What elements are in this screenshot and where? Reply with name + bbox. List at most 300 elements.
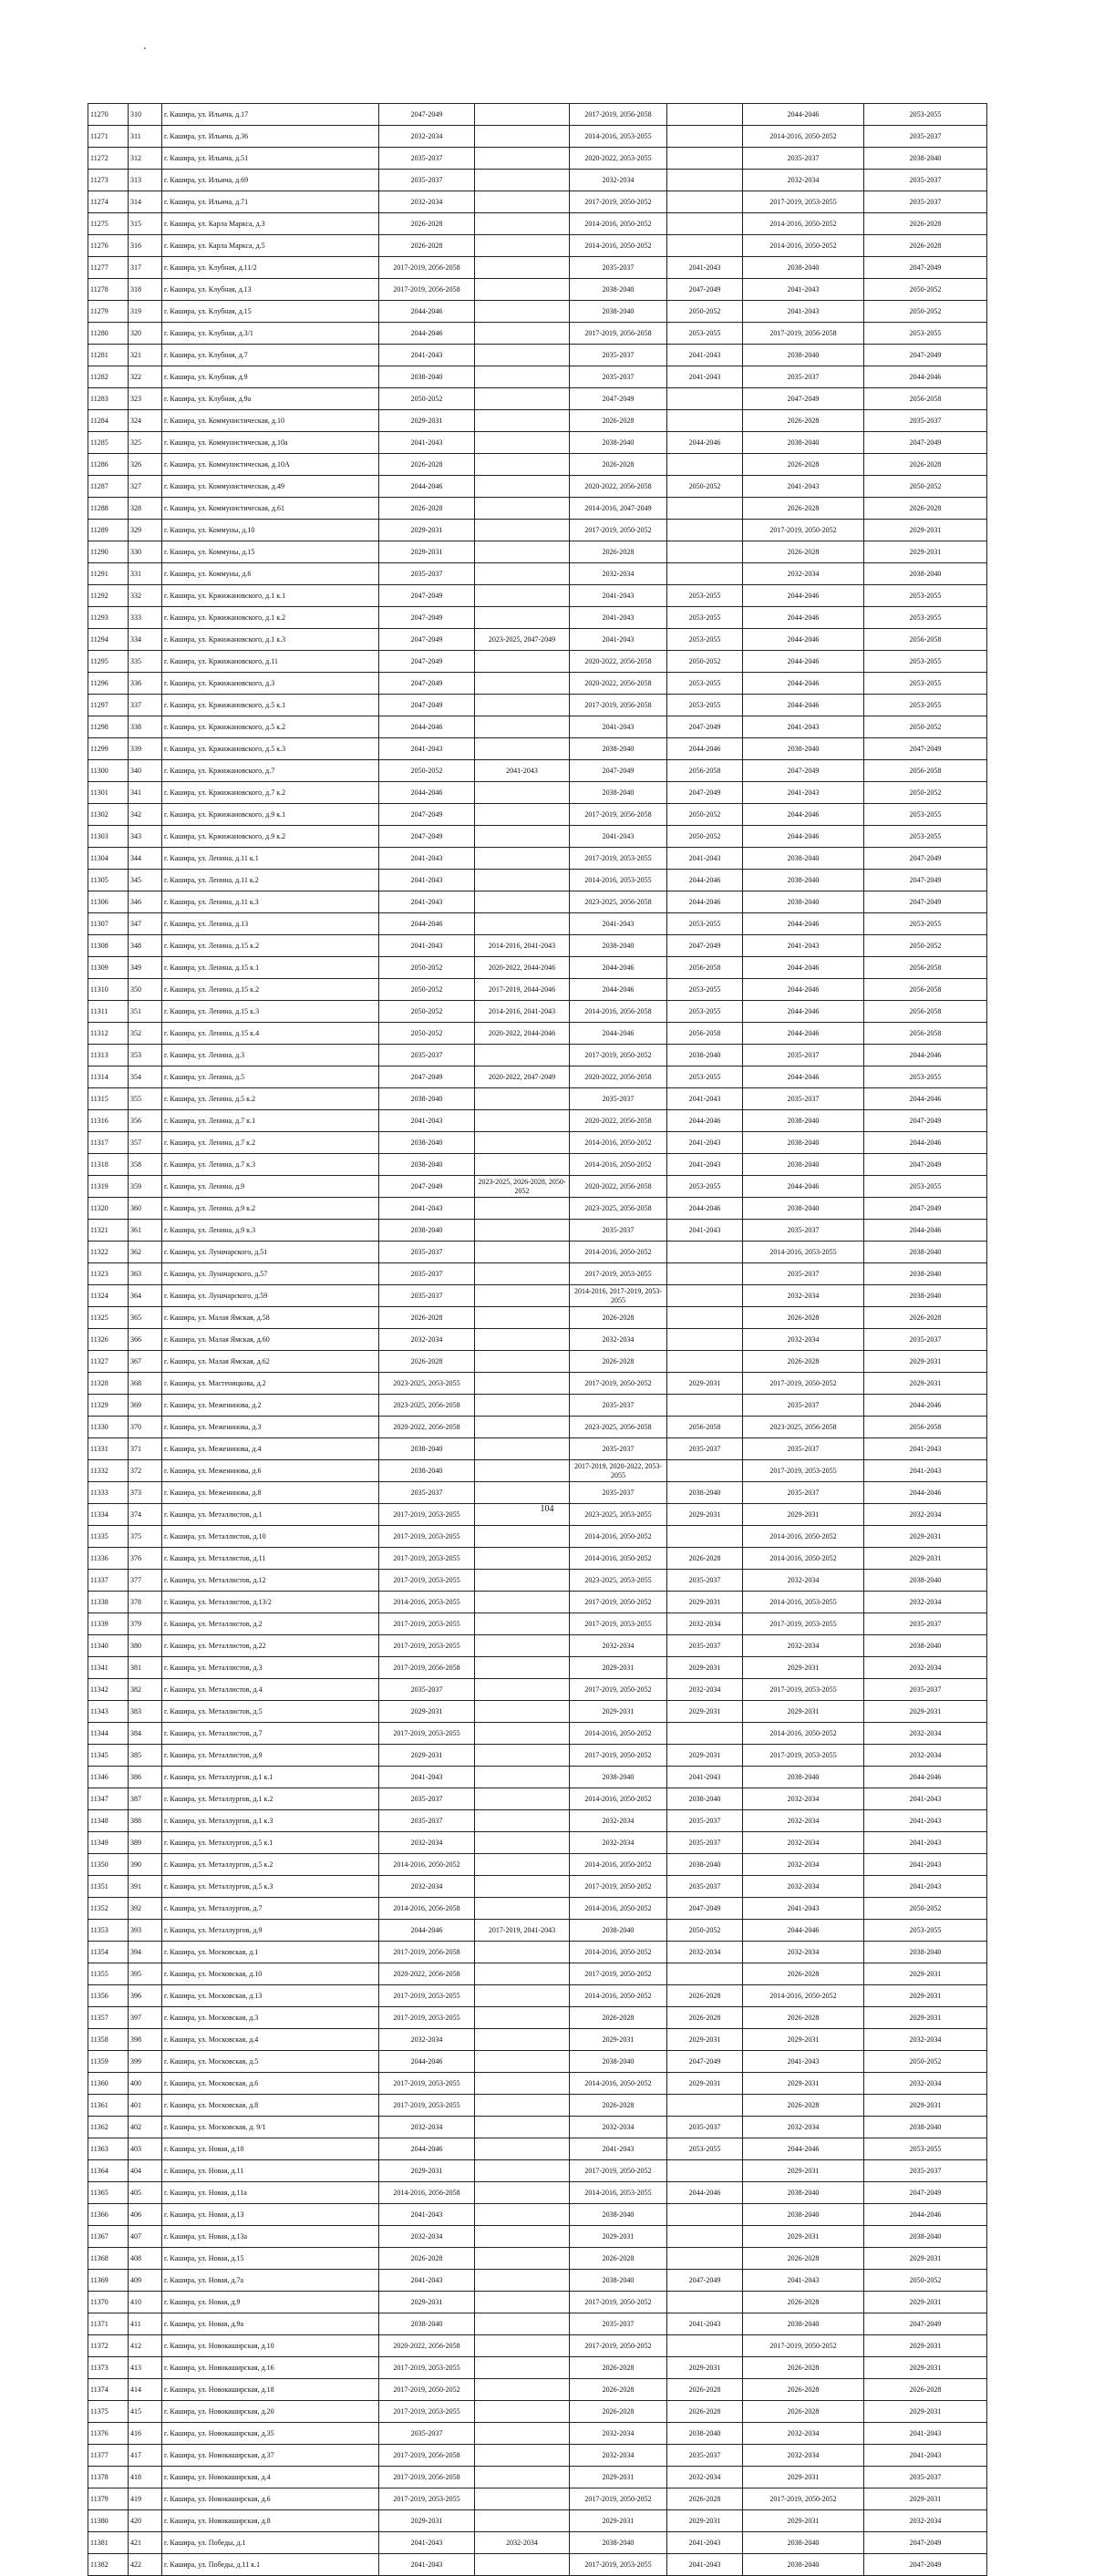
cell-period-basement: 2017-2019, 2050-2052 xyxy=(743,2335,864,2357)
cell-house-number: 326 xyxy=(129,454,162,476)
cell-house-number: 389 xyxy=(129,1832,162,1854)
cell-address: г. Кашира, ул. Ленина, д.11 к.3 xyxy=(162,891,379,913)
cell-period-roof: 2017-2019, 2056-2058 xyxy=(379,257,475,279)
cell-period-facade xyxy=(475,1154,570,1176)
cell-period-basement: 2038-2040 xyxy=(743,738,864,760)
cell-period-elevator xyxy=(667,1242,743,1263)
cell-period-facade xyxy=(475,2204,570,2226)
cell-period-facade: 2020-2022, 2044-2046 xyxy=(475,1023,570,1045)
cell-address: г. Кашира, ул. Ленина, д.7 к.1 xyxy=(162,1110,379,1132)
cell-period-utilities: 2017-2019, 2050-2052 xyxy=(570,1592,667,1613)
cell-address: г. Кашира, ул. Мастеницкова, д.2 xyxy=(162,1373,379,1395)
cell-period-foundation: 2041-2043 xyxy=(864,1854,987,1876)
cell-period-roof: 2017-2019, 2053-2055 xyxy=(379,1548,475,1570)
cell-period-elevator: 2026-2028 xyxy=(667,2401,743,2423)
cell-period-facade xyxy=(475,432,570,454)
cell-period-utilities: 2020-2022, 2056-2058 xyxy=(570,673,667,695)
cell-period-facade xyxy=(475,388,570,410)
cell-period-basement: 2026-2028 xyxy=(743,1351,864,1373)
cell-period-elevator: 2041-2043 xyxy=(667,345,743,366)
cell-period-facade xyxy=(475,170,570,191)
cell-period-utilities: 2020-2022, 2056-2058 xyxy=(570,1066,667,1088)
cell-row-number: 11275 xyxy=(88,213,129,235)
cell-row-number: 11340 xyxy=(88,1635,129,1657)
cell-house-number: 373 xyxy=(129,1482,162,1504)
cell-row-number: 11311 xyxy=(88,1001,129,1023)
cell-address: г. Кашира, ул. Металлистов, д.10 xyxy=(162,1526,379,1548)
cell-period-foundation: 2035-2037 xyxy=(864,170,987,191)
cell-period-utilities: 2014-2016, 2050-2052 xyxy=(570,1898,667,1920)
cell-period-basement: 2026-2028 xyxy=(743,1307,864,1329)
cell-period-elevator xyxy=(667,126,743,148)
cell-period-foundation: 2044-2046 xyxy=(864,1220,987,1242)
cell-period-facade xyxy=(475,2226,570,2248)
cell-period-elevator: 2053-2055 xyxy=(667,629,743,651)
cell-period-facade xyxy=(475,301,570,323)
table-row xyxy=(88,104,987,126)
cell-period-basement: 2035-2037 xyxy=(743,1263,864,1285)
cell-period-basement: 2044-2046 xyxy=(743,1001,864,1023)
table-row xyxy=(88,2313,987,2335)
cell-period-roof: 2035-2037 xyxy=(379,2423,475,2445)
cell-period-basement: 2017-2019, 2050-2052 xyxy=(743,520,864,541)
cell-period-roof: 2014-2016, 2056-2058 xyxy=(379,1898,475,1920)
cell-address: г. Кашира, ул. Карла Маркса, д.3 xyxy=(162,213,379,235)
cell-period-facade xyxy=(475,1898,570,1920)
cell-house-number: 405 xyxy=(129,2182,162,2204)
cell-period-facade xyxy=(475,2445,570,2467)
cell-period-roof: 2017-2019, 2056-2058 xyxy=(379,1657,475,1679)
table-row xyxy=(88,2226,987,2248)
cell-period-facade xyxy=(475,1635,570,1657)
cell-house-number: 406 xyxy=(129,2204,162,2226)
cell-period-utilities: 2041-2043 xyxy=(570,2138,667,2160)
cell-address: г. Кашира, ул. Новая, д.13 xyxy=(162,2204,379,2226)
cell-row-number: 11353 xyxy=(88,1920,129,1942)
cell-period-roof: 2038-2040 xyxy=(379,366,475,388)
table-row xyxy=(88,2510,987,2532)
cell-house-number: 349 xyxy=(129,957,162,979)
cell-period-foundation: 2047-2049 xyxy=(864,345,987,366)
cell-house-number: 340 xyxy=(129,760,162,782)
cell-row-number: 11358 xyxy=(88,2029,129,2051)
cell-period-elevator: 2026-2028 xyxy=(667,2007,743,2029)
cell-period-utilities: 2035-2037 xyxy=(570,257,667,279)
cell-period-foundation: 2029-2031 xyxy=(864,1373,987,1395)
cell-house-number: 393 xyxy=(129,1920,162,1942)
cell-period-basement: 2032-2034 xyxy=(743,1810,864,1832)
table-row xyxy=(88,2073,987,2095)
cell-period-basement: 2029-2031 xyxy=(743,2029,864,2051)
cell-period-elevator: 2053-2055 xyxy=(667,585,743,607)
cell-period-facade xyxy=(475,1045,570,1066)
cell-period-utilities: 2038-2040 xyxy=(570,738,667,760)
cell-house-number: 398 xyxy=(129,2029,162,2051)
cell-row-number: 11370 xyxy=(88,2292,129,2313)
cell-period-roof: 2020-2022, 2056-2058 xyxy=(379,2335,475,2357)
cell-address: г. Кашира, ул. Ленина, д.7 к.2 xyxy=(162,1132,379,1154)
cell-period-facade xyxy=(475,651,570,673)
cell-house-number: 357 xyxy=(129,1132,162,1154)
cell-period-utilities: 2014-2016, 2017-2019, 2053-2055 xyxy=(570,1285,667,1307)
table-row xyxy=(88,1088,987,1110)
cell-period-elevator: 2035-2037 xyxy=(667,1438,743,1460)
cell-house-number: 322 xyxy=(129,366,162,388)
table-row xyxy=(88,1395,987,1417)
cell-row-number: 11376 xyxy=(88,2423,129,2445)
cell-period-facade xyxy=(475,2510,570,2532)
cell-period-foundation: 2035-2037 xyxy=(864,410,987,432)
cell-period-facade: 2041-2043 xyxy=(475,760,570,782)
cell-period-utilities: 2029-2031 xyxy=(570,1657,667,1679)
table-row xyxy=(88,2248,987,2270)
cell-period-basement: 2026-2028 xyxy=(743,454,864,476)
cell-period-roof: 2044-2046 xyxy=(379,2138,475,2160)
cell-period-basement: 2026-2028 xyxy=(743,2379,864,2401)
table-row xyxy=(88,191,987,213)
cell-address: г. Кашира, ул. Металлистов, д.3 xyxy=(162,1657,379,1679)
cell-address: г. Кашира, ул. Кржижановского, д.1 к.3 xyxy=(162,629,379,651)
cell-period-elevator: 2032-2034 xyxy=(667,1679,743,1701)
cell-period-elevator xyxy=(667,1285,743,1307)
cell-period-basement: 2032-2034 xyxy=(743,563,864,585)
cell-house-number: 353 xyxy=(129,1045,162,1066)
cell-period-foundation: 2050-2052 xyxy=(864,476,987,498)
cell-period-basement: 2014-2016, 2053-2055 xyxy=(743,1592,864,1613)
cell-period-facade xyxy=(475,345,570,366)
cell-period-utilities: 2017-2019, 2056-2058 xyxy=(570,323,667,345)
cell-period-facade xyxy=(475,2423,570,2445)
cell-address: г. Кашира, ул. Ленина, д.15 к.2 xyxy=(162,935,379,957)
cell-period-basement: 2041-2043 xyxy=(743,476,864,498)
page-number: 104 xyxy=(540,1504,554,1514)
cell-row-number: 11284 xyxy=(88,410,129,432)
cell-house-number: 390 xyxy=(129,1854,162,1876)
cell-period-utilities: 2026-2028 xyxy=(570,410,667,432)
cell-period-foundation: 2047-2049 xyxy=(864,2313,987,2335)
cell-period-roof: 2047-2049 xyxy=(379,673,475,695)
cell-period-facade xyxy=(475,1985,570,2007)
cell-address: г. Кашира, ул. Ленина, д.5 к.2 xyxy=(162,1088,379,1110)
cell-house-number: 409 xyxy=(129,2270,162,2292)
cell-period-roof: 2017-2019, 2053-2055 xyxy=(379,1723,475,1745)
cell-period-elevator: 2050-2052 xyxy=(667,1920,743,1942)
cell-row-number: 11273 xyxy=(88,170,129,191)
cell-period-utilities: 2017-2019, 2050-2052 xyxy=(570,1679,667,1701)
cell-period-basement: 2014-2016, 2050-2052 xyxy=(743,213,864,235)
cell-period-foundation: 2035-2037 xyxy=(864,191,987,213)
cell-period-basement: 2032-2034 xyxy=(743,1329,864,1351)
cell-period-utilities: 2038-2040 xyxy=(570,279,667,301)
cell-house-number: 394 xyxy=(129,1942,162,1963)
cell-period-basement: 2041-2043 xyxy=(743,716,864,738)
cell-period-elevator: 2056-2058 xyxy=(667,1417,743,1438)
cell-period-roof: 2050-2052 xyxy=(379,388,475,410)
cell-address: г. Кашира, ул. Металлистов, д.4 xyxy=(162,1679,379,1701)
cell-period-facade xyxy=(475,891,570,913)
table-row xyxy=(88,1438,987,1460)
cell-house-number: 341 xyxy=(129,782,162,804)
cell-address: г. Кашира, ул. Новокаширская, д.4 xyxy=(162,2467,379,2488)
cell-row-number: 11349 xyxy=(88,1832,129,1854)
table-row xyxy=(88,804,987,826)
cell-period-elevator xyxy=(667,148,743,170)
cell-period-basement: 2035-2037 xyxy=(743,1045,864,1066)
cell-period-roof: 2041-2043 xyxy=(379,848,475,870)
cell-period-basement: 2032-2034 xyxy=(743,1788,864,1810)
cell-period-utilities: 2035-2037 xyxy=(570,1482,667,1504)
cell-address: г. Кашира, ул. Ильича, д.17 xyxy=(162,104,379,126)
cell-house-number: 377 xyxy=(129,1570,162,1592)
cell-house-number: 313 xyxy=(129,170,162,191)
cell-period-facade xyxy=(475,148,570,170)
cell-period-roof: 2017-2019, 2053-2055 xyxy=(379,1613,475,1635)
cell-period-foundation: 2029-2031 xyxy=(864,541,987,563)
cell-period-utilities: 2038-2040 xyxy=(570,935,667,957)
cell-period-facade xyxy=(475,2248,570,2270)
cell-period-elevator: 2041-2043 xyxy=(667,2313,743,2335)
table-row xyxy=(88,1001,987,1023)
table-row xyxy=(88,1329,987,1351)
cell-period-basement: 2032-2034 xyxy=(743,1832,864,1854)
cell-address: г. Кашира, ул. Новокаширская, д.10 xyxy=(162,2335,379,2357)
table-row xyxy=(88,1854,987,1876)
cell-period-utilities: 2041-2043 xyxy=(570,716,667,738)
cell-period-foundation: 2029-2031 xyxy=(864,2401,987,2423)
cell-row-number: 11348 xyxy=(88,1810,129,1832)
cell-period-foundation: 2032-2034 xyxy=(864,1723,987,1745)
table-row xyxy=(88,126,987,148)
cell-period-facade xyxy=(475,410,570,432)
table-row xyxy=(88,2095,987,2117)
cell-period-elevator xyxy=(667,104,743,126)
cell-period-roof: 2017-2019, 2056-2058 xyxy=(379,1942,475,1963)
cell-period-roof: 2026-2028 xyxy=(379,1351,475,1373)
cell-period-foundation: 2032-2034 xyxy=(864,2510,987,2532)
cell-period-foundation: 2053-2055 xyxy=(864,104,987,126)
cell-address: г. Кашира, ул. Металлургов, д.5 к.3 xyxy=(162,1876,379,1898)
cell-house-number: 370 xyxy=(129,1417,162,1438)
cell-period-elevator xyxy=(667,520,743,541)
cell-row-number: 11320 xyxy=(88,1198,129,1220)
table-row xyxy=(88,1132,987,1154)
cell-row-number: 11347 xyxy=(88,1788,129,1810)
cell-house-number: 407 xyxy=(129,2226,162,2248)
cell-period-utilities: 2014-2016, 2053-2055 xyxy=(570,870,667,891)
cell-period-elevator: 2044-2046 xyxy=(667,2182,743,2204)
cell-period-utilities: 2032-2034 xyxy=(570,2423,667,2445)
cell-period-foundation: 2053-2055 xyxy=(864,1176,987,1198)
cell-row-number: 11360 xyxy=(88,2073,129,2095)
cell-row-number: 11359 xyxy=(88,2051,129,2073)
cell-period-elevator: 2038-2040 xyxy=(667,1482,743,1504)
table-row xyxy=(88,2401,987,2423)
cell-period-basement: 2044-2046 xyxy=(743,2138,864,2160)
cell-period-facade xyxy=(475,1220,570,1242)
cell-period-basement: 2041-2043 xyxy=(743,935,864,957)
cell-period-roof: 2029-2031 xyxy=(379,2160,475,2182)
cell-period-utilities: 2020-2022, 2056-2058 xyxy=(570,1110,667,1132)
cell-address: г. Кашира, ул. Клубная, д.15 xyxy=(162,301,379,323)
cell-period-roof: 2041-2043 xyxy=(379,345,475,366)
cell-period-utilities: 2017-2019, 2056-2058 xyxy=(570,804,667,826)
cell-address: г. Кашира, ул. Металлистов, д.9 xyxy=(162,1745,379,1767)
cell-house-number: 320 xyxy=(129,323,162,345)
cell-period-elevator xyxy=(667,388,743,410)
cell-address: г. Кашира, ул. Ленина, д.7 к.3 xyxy=(162,1154,379,1176)
table-row xyxy=(88,498,987,520)
cell-period-foundation: 2050-2052 xyxy=(864,2051,987,2073)
cell-period-foundation: 2053-2055 xyxy=(864,913,987,935)
cell-period-elevator xyxy=(667,410,743,432)
table-row xyxy=(88,1154,987,1176)
cell-period-elevator: 2044-2046 xyxy=(667,738,743,760)
cell-period-basement: 2032-2034 xyxy=(743,2423,864,2445)
cell-period-facade xyxy=(475,1526,570,1548)
cell-period-roof: 2026-2028 xyxy=(379,235,475,257)
table-row xyxy=(88,2335,987,2357)
cell-address: г. Кашира, ул. Малая Ямская, д.62 xyxy=(162,1351,379,1373)
cell-period-foundation: 2047-2049 xyxy=(864,870,987,891)
cell-period-roof: 2029-2031 xyxy=(379,2510,475,2532)
cell-period-foundation: 2053-2055 xyxy=(864,323,987,345)
cell-house-number: 371 xyxy=(129,1438,162,1460)
cell-period-utilities: 2026-2028 xyxy=(570,2401,667,2423)
cell-period-foundation: 2041-2043 xyxy=(864,1810,987,1832)
cell-period-elevator: 2047-2049 xyxy=(667,935,743,957)
cell-period-basement: 2014-2016, 2050-2052 xyxy=(743,126,864,148)
cell-row-number: 11310 xyxy=(88,979,129,1001)
table-row xyxy=(88,673,987,695)
cell-row-number: 11336 xyxy=(88,1548,129,1570)
cell-period-basement: 2017-2019, 2050-2052 xyxy=(743,1373,864,1395)
cell-period-elevator: 2047-2049 xyxy=(667,1898,743,1920)
cell-address: г. Кашира, ул. Новая, д.11а xyxy=(162,2182,379,2204)
cell-period-utilities: 2035-2037 xyxy=(570,1438,667,1460)
table-row xyxy=(88,2160,987,2182)
cell-period-facade xyxy=(475,2401,570,2423)
table-row xyxy=(88,345,987,366)
cell-address: г. Кашира, ул. Ленина, д.15 к.2 xyxy=(162,979,379,1001)
table-row xyxy=(88,213,987,235)
cell-period-elevator: 2026-2028 xyxy=(667,2379,743,2401)
cell-house-number: 328 xyxy=(129,498,162,520)
cell-period-basement: 2029-2031 xyxy=(743,1504,864,1526)
cell-period-utilities: 2017-2019, 2053-2055 xyxy=(570,1613,667,1635)
cell-period-utilities: 2032-2034 xyxy=(570,1832,667,1854)
cell-row-number: 11380 xyxy=(88,2510,129,2532)
cell-address: г. Кашира, ул. Металлистов, д.13/2 xyxy=(162,1592,379,1613)
cell-period-elevator: 2047-2049 xyxy=(667,2051,743,2073)
cell-period-utilities: 2020-2022, 2056-2058 xyxy=(570,1176,667,1198)
cell-period-facade xyxy=(475,607,570,629)
cell-period-facade xyxy=(475,1329,570,1351)
cell-address: г. Кашира, ул. Клубная, д.9а xyxy=(162,388,379,410)
cell-period-basement: 2044-2046 xyxy=(743,585,864,607)
cell-period-elevator xyxy=(667,1307,743,1329)
cell-period-utilities: 2014-2016, 2050-2052 xyxy=(570,1132,667,1154)
cell-address: г. Кашира, ул. Ленина, д.9 xyxy=(162,1176,379,1198)
cell-period-utilities: 2020-2022, 2056-2058 xyxy=(570,476,667,498)
table-row xyxy=(88,1898,987,1920)
cell-house-number: 310 xyxy=(129,104,162,126)
table-row xyxy=(88,520,987,541)
cell-row-number: 11298 xyxy=(88,716,129,738)
cell-period-utilities: 2032-2034 xyxy=(570,2117,667,2138)
cell-period-foundation: 2050-2052 xyxy=(864,279,987,301)
cell-period-utilities: 2041-2043 xyxy=(570,913,667,935)
cell-period-facade xyxy=(475,826,570,848)
table-row xyxy=(88,1570,987,1592)
cell-period-roof: 2017-2019, 2053-2055 xyxy=(379,2357,475,2379)
cell-period-basement: 2044-2046 xyxy=(743,826,864,848)
cell-period-basement: 2032-2034 xyxy=(743,1570,864,1592)
cell-period-facade xyxy=(475,476,570,498)
cell-period-foundation: 2041-2043 xyxy=(864,2445,987,2467)
cell-period-basement: 2017-2019, 2053-2055 xyxy=(743,1679,864,1701)
cell-period-foundation: 2026-2028 xyxy=(864,235,987,257)
cell-house-number: 366 xyxy=(129,1329,162,1351)
cell-row-number: 11328 xyxy=(88,1373,129,1395)
cell-period-roof: 2047-2049 xyxy=(379,1066,475,1088)
cell-row-number: 11341 xyxy=(88,1657,129,1679)
cell-house-number: 351 xyxy=(129,1001,162,1023)
cell-house-number: 403 xyxy=(129,2138,162,2160)
cell-period-basement: 2029-2031 xyxy=(743,2510,864,2532)
cell-house-number: 376 xyxy=(129,1548,162,1570)
cell-house-number: 381 xyxy=(129,1657,162,1679)
cell-house-number: 336 xyxy=(129,673,162,695)
cell-house-number: 345 xyxy=(129,870,162,891)
cell-period-roof: 2041-2043 xyxy=(379,2554,475,2576)
cell-row-number: 11315 xyxy=(88,1088,129,1110)
cell-address: г. Кашира, ул. Клубная, д.11/2 xyxy=(162,257,379,279)
cell-period-elevator: 2035-2037 xyxy=(667,1570,743,1592)
table-row xyxy=(88,1745,987,1767)
cell-period-basement: 2014-2016, 2053-2055 xyxy=(743,1242,864,1263)
cell-period-roof: 2038-2040 xyxy=(379,2313,475,2335)
cell-period-basement: 2038-2040 xyxy=(743,2532,864,2554)
cell-period-utilities: 2038-2040 xyxy=(570,2051,667,2073)
cell-period-elevator: 2056-2058 xyxy=(667,957,743,979)
cell-row-number: 11279 xyxy=(88,301,129,323)
cell-period-basement: 2029-2031 xyxy=(743,2160,864,2182)
cell-house-number: 420 xyxy=(129,2510,162,2532)
cell-period-elevator: 2053-2055 xyxy=(667,913,743,935)
cell-period-basement: 2044-2046 xyxy=(743,651,864,673)
table-row xyxy=(88,891,987,913)
cell-period-facade xyxy=(475,1657,570,1679)
cell-period-foundation: 2047-2049 xyxy=(864,432,987,454)
cell-period-elevator: 2047-2049 xyxy=(667,2270,743,2292)
cell-period-roof: 2017-2019, 2053-2055 xyxy=(379,1504,475,1526)
cell-period-foundation: 2041-2043 xyxy=(864,1876,987,1898)
cell-period-facade xyxy=(475,2357,570,2379)
cell-period-basement: 2038-2040 xyxy=(743,1767,864,1788)
cell-address: г. Кашира, ул. Новокаширская, д.6 xyxy=(162,2488,379,2510)
cell-address: г. Кашира, ул. Московская, д.3 xyxy=(162,2007,379,2029)
table-row xyxy=(88,1482,987,1504)
cell-period-facade xyxy=(475,520,570,541)
cell-period-utilities: 2023-2025, 2053-2055 xyxy=(570,1570,667,1592)
cell-period-utilities: 2044-2046 xyxy=(570,957,667,979)
cell-address: г. Кашира, ул. Ленина, д.15 к.3 xyxy=(162,1001,379,1023)
cell-row-number: 11302 xyxy=(88,804,129,826)
cell-period-utilities: 2032-2034 xyxy=(570,1329,667,1351)
table-row xyxy=(88,1242,987,1263)
cell-row-number: 11300 xyxy=(88,760,129,782)
cell-period-elevator: 2047-2049 xyxy=(667,279,743,301)
